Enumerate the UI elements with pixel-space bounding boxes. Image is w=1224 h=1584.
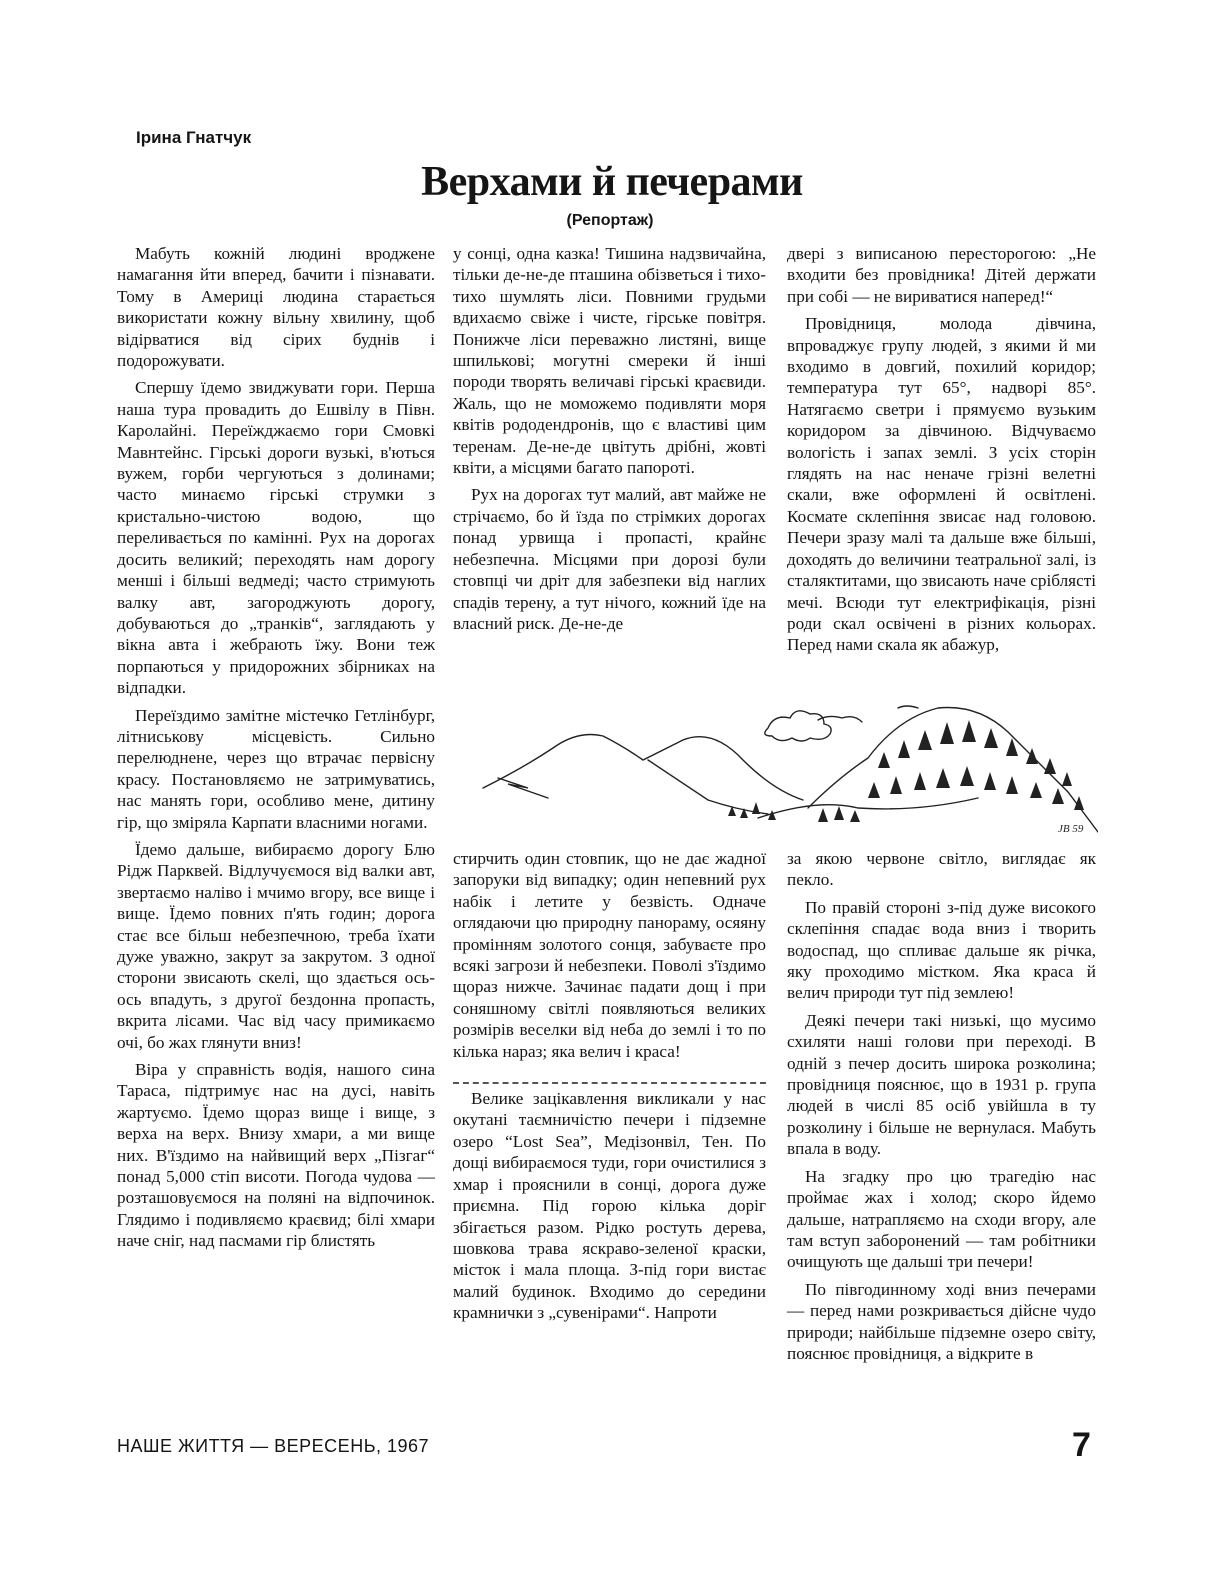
paragraph: Деякі печери такі низькі, що мусимо схиляти наші голови при переході. В одній з печер досить широка розколина; провідниця пояснює, що в 1931 р. група людей в числі 85 осіб увійшла в ту розколину і більше не вернулася. Мабуть впала в воду. bbox=[787, 1010, 1096, 1159]
publication-footer: НАШЕ ЖИТТЯ — ВЕРЕСЕНЬ, 1967 bbox=[117, 1436, 430, 1456]
text-column-3-bottom bbox=[787, 848, 1096, 1370]
paragraph: Рух на дорогах тут малий, авт майже не стрічаємо, бо й їзда по стрімких дорогах понад урвища і пропасті, крайнє небезпечна. Місцями при дорозі були стовпці чи дріт для забезпеки від наглих спадів терену, а тут нічого, кожний їде на власний риск. Де-не-де bbox=[453, 485, 766, 633]
paragraph: за якою червоне світло, виглядає як пекло. bbox=[787, 849, 1096, 890]
paragraph: двері з виписаною пересторогою: „Не входити без провідника! Дітей держати при собі — не вириватися наперед!“ bbox=[787, 244, 1096, 306]
paragraph: Віра у справність водія, нашого сина Тараса, підтримує нас на дусі, навіть жартуємо. Їдемо щораз вище і вище, з верха на верх. Внизу хмари, а ми вище них. В'їздимо на найвищий верх „Пізгаг“ понад 5,000 стіп висоти. Погода чудова — розташовуємося на поляні на відпочинок. Глядимо і подивляємо краєвид; білі хмари наче сніг, над пасмами гір блистять bbox=[117, 1060, 435, 1251]
article-subtitle: (Репортаж) bbox=[566, 212, 654, 229]
paragraph: По півгодинному ході вниз печерами — перед нами розкривається дійсне чудо природи; найбільше підземне озеро світу, пояснює провідниця, а відкрите в bbox=[787, 1279, 1096, 1363]
author-name: Ірина Гнатчук bbox=[136, 128, 252, 147]
section-divider bbox=[453, 1068, 766, 1084]
page-number: 7 bbox=[1072, 1426, 1091, 1464]
paragraph: На згадку про цю трагедію нас проймає жах і холод; скоро йдемо дальше, натрапляємо на сходи вгору, але там вступ заборонений — там робітники очищують ще дальші три печери! bbox=[787, 1166, 1096, 1272]
text-column-3-top bbox=[787, 243, 1096, 662]
paragraph: стирчить один стовпик, що не дає жадної запоруки від випадку; один непевний рух набік і летите у безвість. Одначе оглядаючи цю природну панораму, осяяну промінням золотого сонця, забуваєте про всякі загрози й небезпеки. Поволі з'їздимо щораз нижче. Зачинає падати дощ і при соняшному світлі появляються великих розмірів веселки від неба до землі і то по кілька нараз; яка велич і краса! bbox=[453, 849, 766, 1061]
paragraph: Переїздимо замітне містечко Гетлінбург, літниськову місцевість. Сильно перелюднене, через що втрачає первісну красу. Постановляємо не затримуватись, нас манять гори, особливо мене, дитину гір, що зміряла Карпати власними ногами. bbox=[117, 705, 435, 832]
paragraph: По правій стороні з-під дуже високого склепіння спадає вода вниз і творить водоспад, що спливає дальше як річка, яку проходимо містком. Яка краса й велич природи тут під землею! bbox=[787, 897, 1096, 1003]
paragraph: Провідниця, молода дівчина, впроваджує групу людей, з якими й ми входимо в довгий, похилий коридор; температура тут 65°, надворі 85°. Натягаємо светри і прямуємо вузьким коридором за дівчиною. Відчуваємо вологість і запах землі. З усіх сторін глядять на нас неначе грізні велетні скали, вже оформлені й освітлені. Космате склепіння звисає над головою. Печери зразу малі та дальше вже більші, доходять до величини театральної залі, із сталяктитами, що звисають наче сріблясті мечі. Всюди тут електрифікація, різні роди скал освічені в різних кольорах. Перед нами скала як абажур, bbox=[787, 314, 1096, 655]
article-title: Верхами й печерами bbox=[421, 159, 803, 205]
text-column-2-top bbox=[453, 243, 766, 640]
illustration-signature: JB 59 bbox=[1058, 823, 1084, 835]
paragraph: Спершу їдемо звиджувати гори. Перша наша тура провадить до Ешвілу в Півн. Каролайні. Переїжджаємо гори Смовкі Мавнтейнс. Гірські дороги вузькі, в'ються вужем, горби чергуються з долинами; часто минаємо гірські струмки з кристально-чистою водою, що переливається по камінні. Рух на дорогах досить великий; переходять нам дорогу менші і більші ведмеді; часто стримують валку авт, загороджують дорогу, добуваються до „транків“, заглядають у вікна авта і жебрають їжу. Вони теж порпаються у придорожних збірниках на відпадки. bbox=[117, 378, 435, 698]
mountain-illustration bbox=[478, 698, 1098, 838]
paragraph: у сонці, одна казка! Тишина надзвичайна, тільки де-не-де пташина обізветься і тихо-тихо шумлять ліси. Повними грудьми вдихаємо свіже і чисте, гірське повітря. Понижче ліси переважно листяні, вище шпилькові; могутні смереки й інші породи творять величаві гірські краєвиди. Жаль, що не моможемо подивляти моря квітів рододендронів, що є властиві цим теренам. Де-не-де цвітуть дрібні, жовті квіти, а місцями багато папороті. bbox=[453, 244, 766, 478]
paragraph: Їдемо дальше, вибираємо дорогу Блю Рідж Парквей. Відлучуємося від валки авт, звертаємо наліво і мчимо вгору, все вище і вище. Їдемо повних п'ять годин; дорога стає все більш небезпечною, треба їхати дуже уважно, закрут за закрутом. З одної сторони звисають скелі, що здається ось-ось впадуть, з другої бездонна пропасть, вкрита лісами. Час від часу примикаємо очі, бо жах глянути вниз! bbox=[117, 839, 435, 1052]
paragraph: Мабуть кожній людині вроджене намагання йти вперед, бачити і пізнавати. Тому в Америці людина старається використати кожну вільну хвилину, щоб відірватися від сірих буднів і подорожувати. bbox=[117, 244, 435, 371]
text-column-2-bottom bbox=[453, 848, 766, 1330]
paragraph: Велике зацікавлення викликали у нас окутані таємничістю печери і підземне озеро “Lost Sea”, Медізонвіл, Тен. По дощі вибираємося туди, гори очистилися з хмар і прояснили в сонці, дорога дуже приємна. Під горою кілька доріг збігається разом. Рідко ростуть дерева, шовкова трава яскраво-зеленої краски, місток і мала площа. З-під гори вистає малий будинок. Входимо до середини крамнички з „сувенірами“. Напроти bbox=[453, 1089, 766, 1323]
text-column-1 bbox=[117, 243, 435, 1258]
